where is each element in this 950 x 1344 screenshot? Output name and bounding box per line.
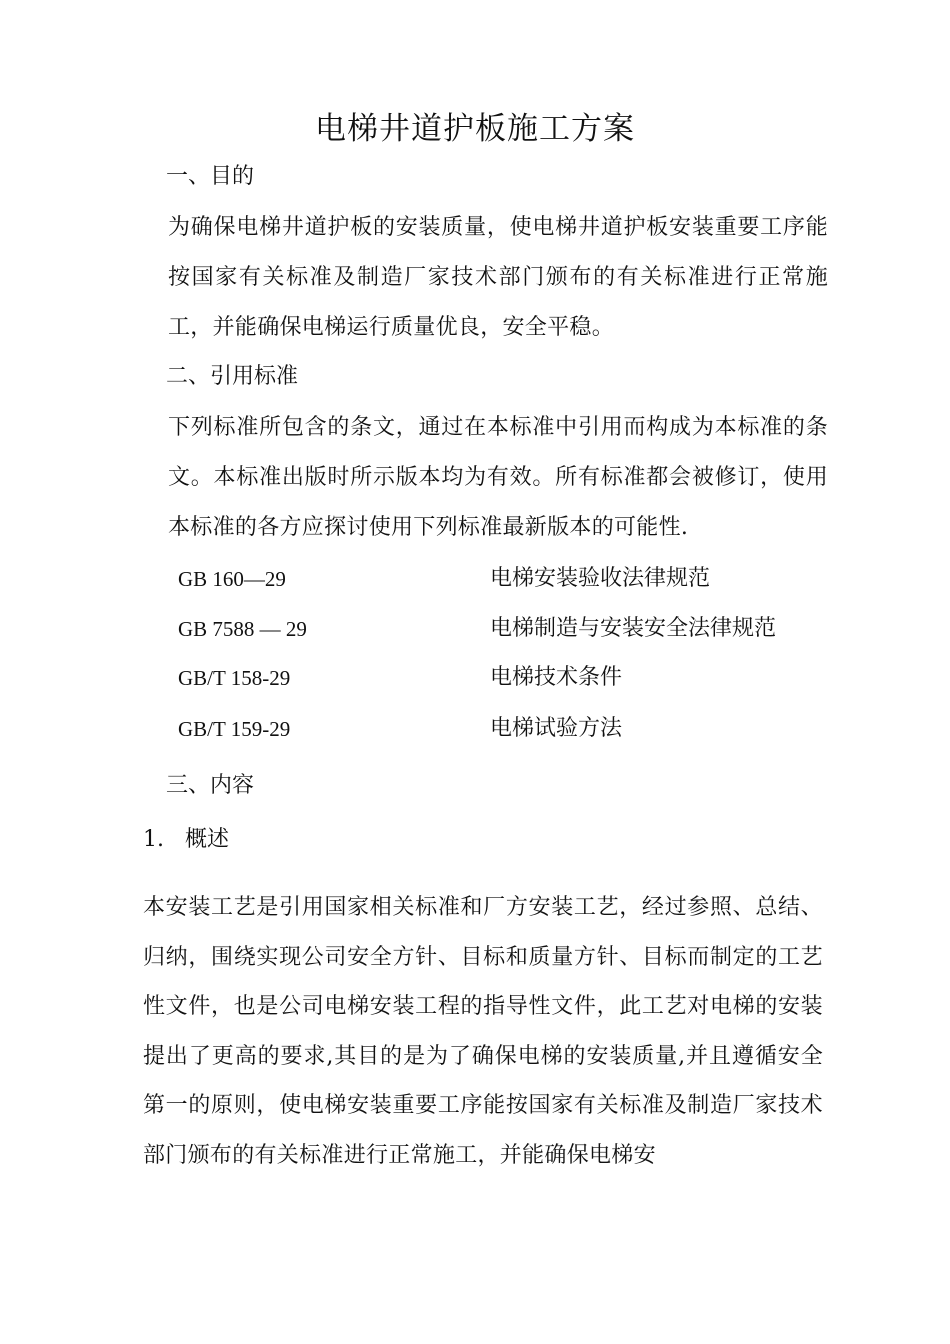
standard-name: 电梯制造与安装安全法律规范 <box>490 616 777 641</box>
section-heading-standards: 二、引用标准 <box>166 364 299 389</box>
section-heading-content: 三、内容 <box>166 773 255 798</box>
standard-code: GB/T 158-29 <box>178 666 291 690</box>
standards-paragraph: 下列标准所包含的条文，通过在本标准中引用而构成为本标准的条文。本标准出版时所示版本均为有效。所有标准都会被修订，使用本标准的各方应探讨使用下列标准最新版本的可能性. <box>168 415 828 540</box>
standard-code: GB 160—29 <box>178 567 286 591</box>
overview-paragraph: 本安装工艺是引用国家相关标准和厂方安装工艺，经过参照、总结、归纳，围绕实现公司安全方针、目标和质量方针、目标而制定的工艺性文件，也是公司电梯安装工程的指导性文件，此工艺对电梯的安装提出了更高的要求,其目的是为了确保电梯的安装质量,并且遵循安全第一的原则，使电梯安装重要工序能按国家有关标准及制造厂家技术部门颁布的有关标准进行正常施工，并能确保电梯安 <box>143 895 823 1168</box>
document-title: 电梯井道护板施工方案 <box>315 111 635 147</box>
standard-row <box>178 561 828 597</box>
standard-name: 电梯技术条件 <box>490 665 623 690</box>
standard-name: 电梯试验方法 <box>490 716 623 741</box>
section-heading-purpose: 一、目的 <box>166 164 255 189</box>
standard-row <box>178 711 828 747</box>
standard-code: GB/T 159-29 <box>178 717 291 741</box>
standard-row <box>178 660 828 696</box>
purpose-paragraph: 为确保电梯井道护板的安装质量，使电梯井道护板安装重要工序能按国家有关标准及制造厂家技术部门颁布的有关标准进行正常施工，并能确保电梯运行质量优良，安全平稳。 <box>168 215 828 340</box>
subsection-heading-overview: 1. 概述 <box>143 827 229 852</box>
standard-code: GB 7588 — 29 <box>178 617 307 641</box>
standard-name: 电梯安装验收法律规范 <box>490 566 711 591</box>
standard-row <box>178 611 828 647</box>
